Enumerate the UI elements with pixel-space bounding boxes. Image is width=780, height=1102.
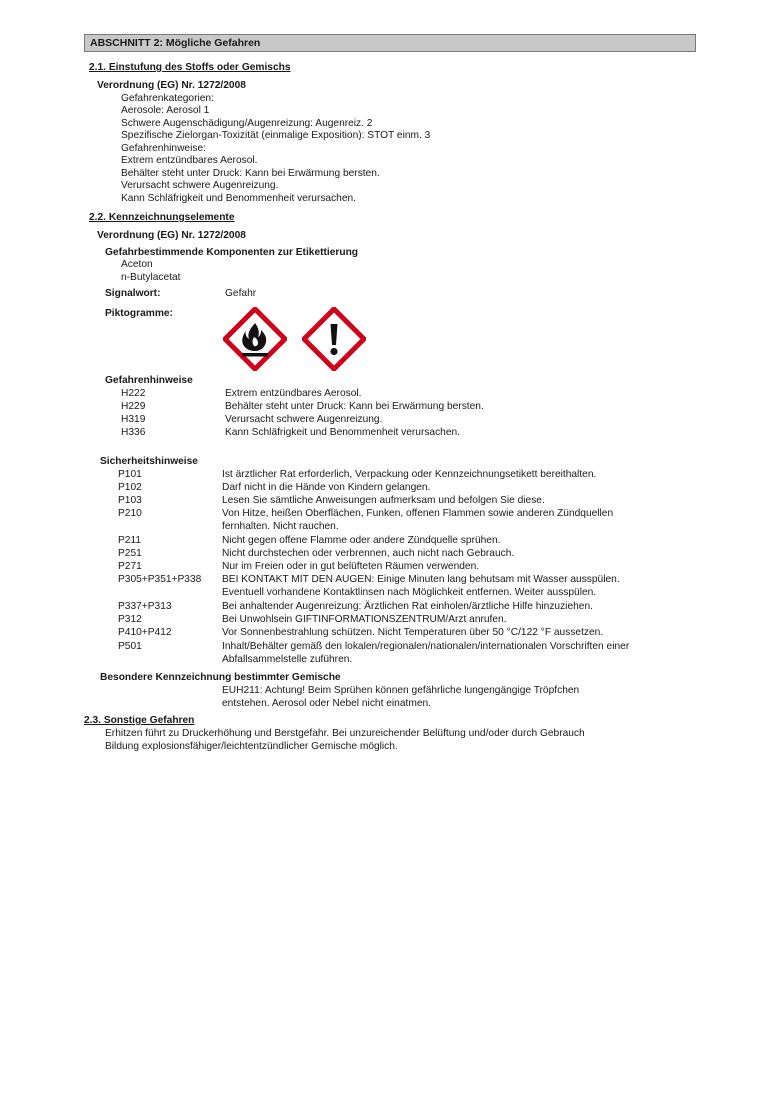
special-labelling-label: Besondere Kennzeichnung bestimmter Gemische: [100, 672, 341, 683]
heading-2-3: 2.3. Sonstige Gefahren: [84, 715, 195, 726]
components-label: Gefahrbestimmende Komponenten zur Etikettierung: [105, 247, 359, 258]
precaution-text: Bei anhaltender Augenreizung: Ärztlichen Rat einholen/ärztliche Hilfe hinzuziehen.: [222, 601, 593, 612]
classification-line: Behälter steht unter Druck: Kann bei Erwärmung bersten.: [121, 168, 380, 179]
hazard-code: H319: [121, 414, 146, 425]
precaution-code: P103: [118, 495, 142, 506]
precaution-text: Nicht gegen offene Flamme oder andere Zündquelle sprühen.: [222, 535, 501, 546]
precaution-text: Von Hitze, heißen Oberflächen, Funken, offenen Flammen sowie anderen Zündquellen: [222, 508, 614, 519]
euh211-line: EUH211: Achtung! Beim Sprühen können gefährliche lungengängige Tröpfchen: [222, 685, 580, 696]
classification-line: Gefahrenkategorien:: [121, 93, 214, 104]
component-item: Aceton: [121, 259, 153, 270]
hazard-statements-label: Gefahrenhinweise: [105, 375, 193, 386]
precaution-text: Inhalt/Behälter gemäß den lokalen/regionalen/nationalen/internationalen Vorschriften einer: [222, 641, 630, 652]
precaution-code: P102: [118, 482, 142, 493]
euh211-line: entstehen. Aerosol oder Nebel nicht einatmen.: [222, 698, 431, 709]
heading-2-1: 2.1. Einstufung des Stoffs oder Gemischs: [89, 62, 291, 73]
precaution-text-continued: Abfallsammelstelle zuführen.: [222, 654, 353, 665]
heading-2-2: 2.2. Kennzeichnungselemente: [89, 212, 235, 223]
classification-line: Extrem entzündbares Aerosol.: [121, 155, 258, 166]
other-hazards-line: Erhitzen führt zu Druckerhöhung und Berstgefahr. Bei unzureichender Belüftung und/oder durch Gebrauch: [105, 728, 585, 739]
signal-word-value: Gefahr: [225, 288, 257, 299]
hazard-code: H336: [121, 427, 146, 438]
section-title: ABSCHNITT 2: Mögliche Gefahren: [90, 37, 261, 49]
regulation-2-1: Verordnung (EG) Nr. 1272/2008: [97, 80, 246, 91]
precaution-text: BEI KONTAKT MIT DEN AUGEN: Einige Minuten lang behutsam mit Wasser ausspülen.: [222, 574, 620, 585]
precaution-code: P101: [118, 469, 142, 480]
precaution-text-continued: fernhalten. Nicht rauchen.: [222, 521, 339, 532]
precaution-code: P305+P351+P338: [118, 574, 202, 585]
precaution-code: P501: [118, 641, 142, 652]
precaution-code: P410+P412: [118, 627, 172, 638]
classification-line: Spezifische Zielorgan-Toxizität (einmalige Exposition): STOT einm. 3: [121, 130, 431, 141]
precaution-code: P251: [118, 548, 142, 559]
regulation-2-2: Verordnung (EG) Nr. 1272/2008: [97, 230, 246, 241]
hazard-text: Verursacht schwere Augenreizung.: [225, 414, 383, 425]
precaution-text-continued: Eventuell vorhandene Kontaktlinsen nach Möglichkeit entfernen. Weiter ausspülen.: [222, 587, 597, 598]
precaution-text: Nicht durchstechen oder verbrennen, auch nicht nach Gebrauch.: [222, 548, 515, 559]
precaution-text: Bei Unwohlsein GIFTINFORMATIONSZENTRUM/Arzt anrufen.: [222, 614, 507, 625]
classification-line: Verursacht schwere Augenreizung.: [121, 180, 279, 191]
precaution-text: Darf nicht in die Hände von Kindern gelangen.: [222, 482, 431, 493]
precaution-text: Ist ärztlicher Rat erforderlich, Verpackung oder Kennzeichnungsetikett bereithalten.: [222, 469, 597, 480]
pictograms-label: Piktogramme:: [105, 308, 173, 319]
precaution-code: P337+P313: [118, 601, 172, 612]
classification-line: Schwere Augenschädigung/Augenreizung: Augenreiz. 2: [121, 118, 373, 129]
precaution-text: Lesen Sie sämtliche Anweisungen aufmerksam und befolgen Sie diese.: [222, 495, 545, 506]
precautionary-statements-label: Sicherheitshinweise: [100, 456, 198, 467]
signal-word-label: Signalwort:: [105, 288, 161, 299]
precaution-code: P210: [118, 508, 142, 519]
other-hazards-line: Bildung explosionsfähiger/leichtentzündlicher Gemische möglich.: [105, 741, 398, 752]
section-header-bar: [84, 34, 696, 52]
precaution-code: P211: [118, 535, 142, 546]
precaution-text: Vor Sonnenbestrahlung schützen. Nicht Temperaturen über 50 °C/122 °F aussetzen.: [222, 627, 604, 638]
hazard-code: H229: [121, 401, 146, 412]
hazard-text: Behälter steht unter Druck: Kann bei Erwärmung bersten.: [225, 401, 484, 412]
precaution-text: Nur im Freien oder in gut belüfteten Räumen verwenden.: [222, 561, 480, 572]
classification-line: Aerosole: Aerosol 1: [121, 105, 210, 116]
precaution-code: P271: [118, 561, 142, 572]
exclamation-pictogram-icon: [302, 307, 366, 371]
classification-line: Kann Schläfrigkeit und Benommenheit verursachen.: [121, 193, 357, 204]
flame-pictogram-icon: [223, 307, 287, 371]
hazard-code: H222: [121, 388, 146, 399]
hazard-text: Kann Schläfrigkeit und Benommenheit verursachen.: [225, 427, 461, 438]
component-item: n-Butylacetat: [121, 272, 181, 283]
classification-line: Gefahrenhinweise:: [121, 143, 206, 154]
hazard-text: Extrem entzündbares Aerosol.: [225, 388, 362, 399]
precaution-code: P312: [118, 614, 142, 625]
